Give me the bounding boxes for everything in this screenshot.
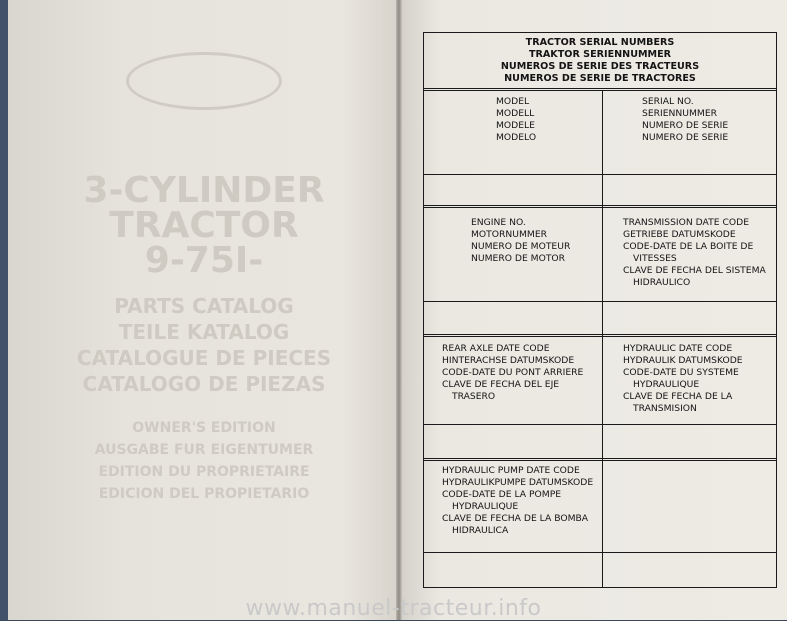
divider [424, 458, 776, 461]
ghost-line: CATALOGUE DE PIECES [76, 346, 332, 370]
ghost-line: EDITION DU PROPRIETAIRE [98, 464, 310, 480]
divider [424, 205, 776, 208]
divider [424, 88, 776, 91]
site-watermark: www.manuel-tracteur.info [245, 596, 542, 621]
ghost-line: EDICION DEL PROPIETARIO [98, 486, 310, 502]
rear-axle-date-code-label: REAR AXLE DATE CODE HINTERACHSE DATUMSKODE CODE-DATE DU PONT ARRIERE CLAVE DE FECHA DEL EJE TRASERO [442, 343, 584, 402]
serial-no-label: SERIAL NO. SERIENNUMMER NUMERO DE SERIE NUMERO DE SERIE [642, 96, 729, 143]
left-page-cover [8, 0, 400, 620]
column-divider [602, 91, 603, 587]
divider [424, 552, 776, 553]
ghost-line: OWNER'S EDITION [132, 420, 276, 436]
hydraulic-pump-date-code-label: HYDRAULIC PUMP DATE CODE HYDRAULIKPUMPE DATUMSKODE CODE-DATE DE LA POMPE HYDRAULIQUE CLAVE DE FECHA DE LA BOMBA HIDRAULICA [442, 465, 594, 536]
hydraulic-date-code-label: HYDRAULIC DATE CODE HYDRAULIK DATUMSKODE CODE-DATE DU SYSTEME HYDRAULIQUE CLAVE DE FECHA DE LA TRANSMISION [623, 343, 743, 414]
ghost-logo-oval [8, 52, 400, 110]
engine-no-label: ENGINE NO. MOTORNUMMER NUMERO DE MOTEUR NUMERO DE MOTOR [471, 217, 571, 264]
divider [424, 424, 776, 425]
ghost-line: CATALOGO DE PIEZAS [82, 372, 326, 396]
transmission-date-code-label: TRANSMISSION DATE CODE GETRIEBE DATUMSKODE CODE-DATE DE LA BOITE DE VITESSES CLAVE DE FECHA DEL SISTEMA HIDRAULICO [623, 217, 766, 288]
ghost-line: 9-75I- [144, 240, 264, 281]
divider [424, 301, 776, 302]
book-edge [0, 0, 8, 620]
model-label: MODEL MODELL MODELE MODELO [496, 96, 537, 143]
table-title: TRACTOR SERIAL NUMBERS TRAKTOR SERIENNUMMER NUMEROS DE SERIE DES TRACTEURS NUMEROS DE SERIE DE TRACTORES [500, 37, 700, 84]
ghost-line: 3-CYLINDER [83, 170, 325, 211]
divider [424, 334, 776, 337]
divider [424, 174, 776, 175]
ghost-line: AUSGABE FUR EIGENTUMER [94, 442, 314, 458]
ghost-line: TEILE KATALOG [118, 320, 290, 344]
serial-numbers-table [423, 32, 777, 588]
ghost-line: TRACTOR [109, 205, 299, 246]
ghost-line: PARTS CATALOG [114, 294, 294, 318]
